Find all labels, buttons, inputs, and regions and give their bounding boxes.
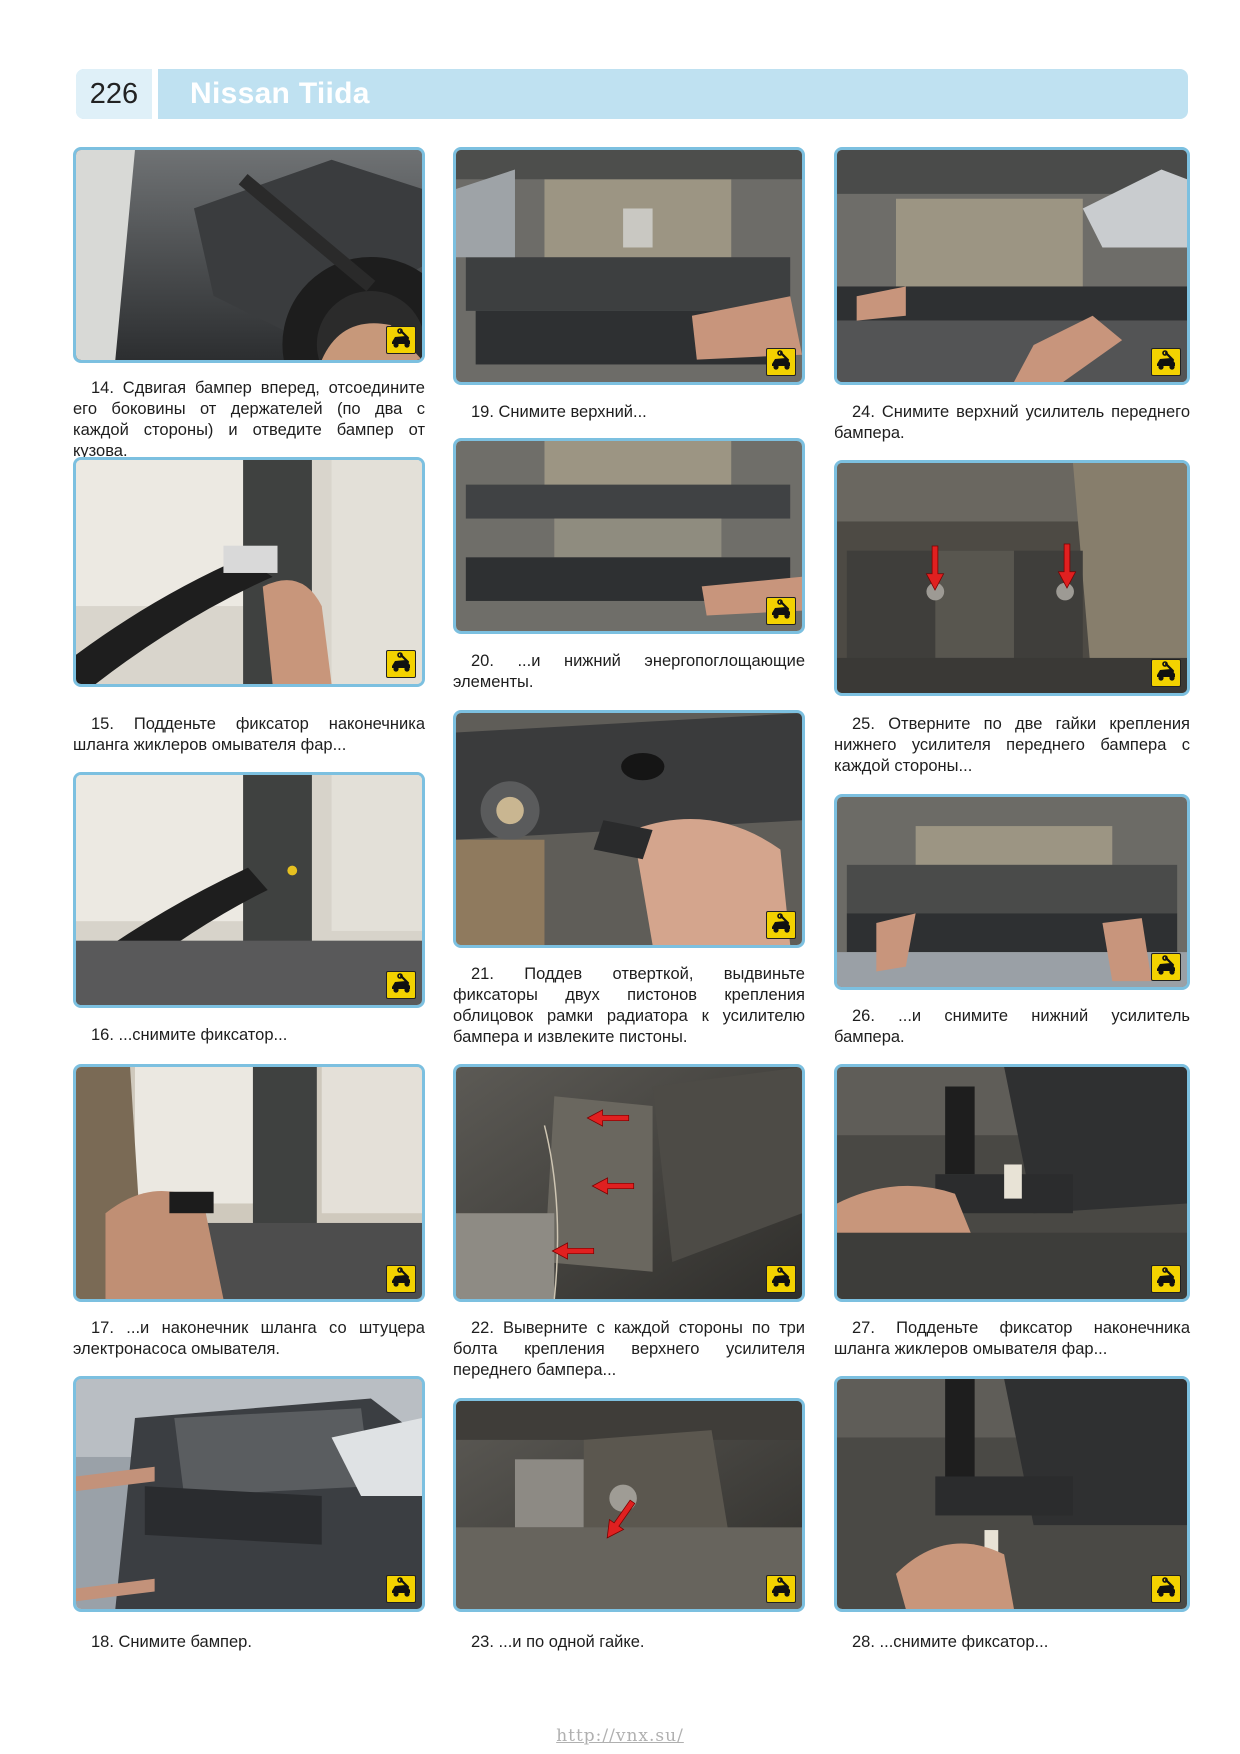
caption-step-17: 17. ...и наконечник шланга со штуцера электронасоса омывателя.: [73, 1319, 425, 1358]
car-wrench-icon: [766, 1575, 796, 1603]
car-wrench-icon: [766, 348, 796, 376]
car-wrench-icon: [386, 650, 416, 678]
caption-step-25: 25. Отверните по две гайки крепления нижнего усилителя переднего бампера с каждой стороны...: [834, 715, 1190, 775]
photo-step-24: [834, 147, 1190, 385]
photo-step-17: [73, 1064, 425, 1302]
photo-step-22: [453, 1064, 805, 1302]
photo-step-26: [834, 794, 1190, 990]
car-wrench-icon: [1151, 659, 1181, 687]
header-divider: [152, 69, 158, 119]
caption-step-19: 19. Снимите верхний...: [471, 403, 647, 421]
caption-step-15: 15. Подденьте фиксатор наконечника шланга жиклеров омывателя фар...: [73, 715, 425, 754]
caption-step-16: 16. ...снимите фиксатор...: [91, 1026, 288, 1044]
car-wrench-icon: [386, 1575, 416, 1603]
car-wrench-icon: [386, 1265, 416, 1293]
photo-step-20: [453, 438, 805, 634]
photo-step-16: [73, 772, 425, 1008]
red-arrow-icon: [551, 1242, 595, 1260]
car-wrench-icon: [1151, 1265, 1181, 1293]
photo-step-28: [834, 1376, 1190, 1612]
caption-step-18: 18. Снимите бампер.: [91, 1633, 252, 1651]
car-wrench-icon: [1151, 1575, 1181, 1603]
caption-step-22: 22. Выверните с каждой стороны по три болта крепления верхнего усилителя переднего бампера...: [453, 1319, 805, 1379]
caption-step-21: 21. Поддев отверткой, выдвиньте фиксаторы двух пистонов крепления облицовок рамки радиатора к усилителю бампера и извлеките пистоны.: [453, 965, 805, 1046]
red-arrow-icon: [591, 1177, 635, 1195]
car-wrench-icon: [766, 911, 796, 939]
photo-step-19: [453, 147, 805, 385]
car-wrench-icon: [386, 326, 416, 354]
caption-step-14: 14. Сдвигая бампер вперед, отсоедините его боковины от держателей (по два с каждой стороны) и отведите бампер от кузова.: [73, 379, 425, 460]
caption-step-23: 23. ...и по одной гайке.: [471, 1633, 645, 1651]
photo-step-25: [834, 460, 1190, 696]
photo-step-14: [73, 147, 425, 363]
photo-step-15: [73, 457, 425, 687]
caption-step-28: 28. ...снимите фиксатор...: [852, 1633, 1049, 1651]
photo-step-18: [73, 1376, 425, 1612]
photo-step-21: [453, 710, 805, 948]
page-number: 226: [76, 69, 152, 119]
caption-step-27: 27. Подденьте фиксатор наконечника шланга жиклеров омывателя фар...: [834, 1319, 1190, 1358]
car-wrench-icon: [386, 971, 416, 999]
caption-step-26: 26. ...и снимите нижний усилитель бампера.: [834, 1007, 1190, 1046]
red-arrow-icon: [586, 1109, 630, 1127]
car-wrench-icon: [1151, 953, 1181, 981]
caption-step-24: 24. Снимите верхний усилитель переднего бампера.: [834, 403, 1190, 442]
footer-url-link[interactable]: http://vnx.su/: [556, 1726, 684, 1746]
caption-step-20: 20. ...и нижний энергопоглощающие элементы.: [453, 652, 805, 691]
car-wrench-icon: [1151, 348, 1181, 376]
red-arrow-icon: [1057, 543, 1077, 589]
red-arrow-icon: [925, 545, 945, 591]
car-wrench-icon: [766, 1265, 796, 1293]
book-title: Nissan Tiida: [190, 77, 370, 110]
photo-step-27: [834, 1064, 1190, 1302]
car-wrench-icon: [766, 597, 796, 625]
photo-step-23: [453, 1398, 805, 1612]
